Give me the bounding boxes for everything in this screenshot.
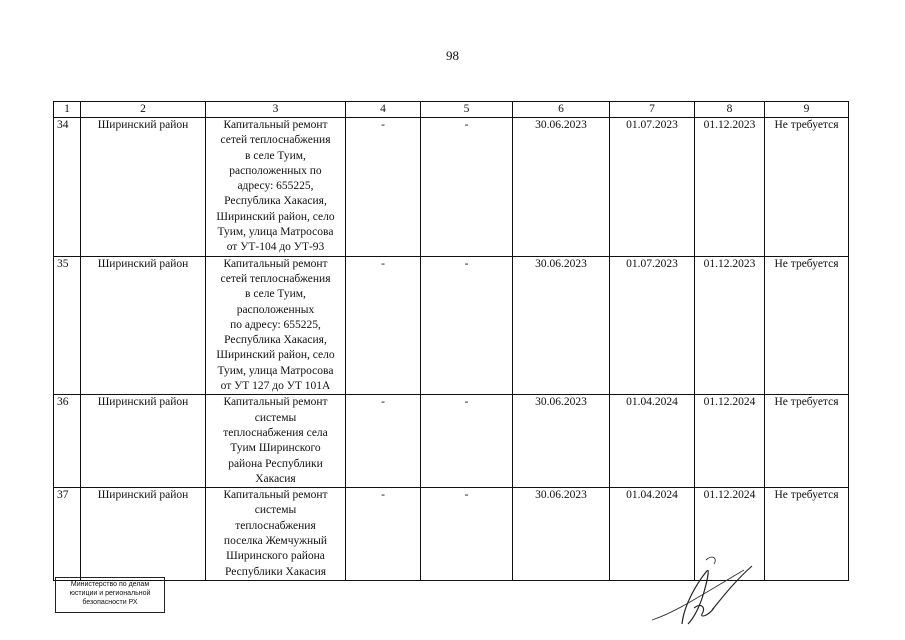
table-row [54, 256, 849, 395]
header-cell-5: 5 [421, 102, 513, 118]
header-cell-2: 2 [81, 102, 206, 118]
col5-cell: - [421, 488, 513, 581]
status-cell: Не требуется [765, 256, 849, 395]
header-cell-3: 3 [206, 102, 346, 118]
date8-cell: 01.12.2024 [695, 395, 765, 488]
date6-cell: 30.06.2023 [513, 488, 610, 581]
status-cell: Не требуется [765, 395, 849, 488]
table-row [54, 118, 849, 257]
document-table [53, 101, 849, 581]
stamp-line: безопасности РХ [82, 599, 138, 606]
date6-cell: 30.06.2023 [513, 395, 610, 488]
table-row [54, 395, 849, 488]
district-cell: Ширинский район [81, 256, 206, 395]
status-cell: Не требуется [765, 118, 849, 257]
date7-cell: 01.07.2023 [610, 256, 695, 395]
district-cell: Ширинский район [81, 488, 206, 581]
signature-mark [648, 552, 758, 628]
header-cell-1: 1 [54, 102, 81, 118]
district-cell: Ширинский район [81, 118, 206, 257]
date7-cell: 01.07.2023 [610, 118, 695, 257]
col4-cell: - [346, 256, 421, 395]
header-cell-9: 9 [765, 102, 849, 118]
page-number: 98 [446, 48, 459, 63]
stamp-line: юстиции и региональной [69, 590, 151, 597]
col4-cell: - [346, 118, 421, 257]
header-cell-6: 6 [513, 102, 610, 118]
row-number: 34 [54, 118, 81, 257]
col4-cell: - [346, 395, 421, 488]
row-number: 36 [54, 395, 81, 488]
col5-cell: - [421, 118, 513, 257]
header-cell-4: 4 [346, 102, 421, 118]
description-cell: Капитальный ремонт системы теплоснабжения поселка Жемчужный Ширинского района Республики Хакасия [206, 488, 346, 581]
col5-cell: - [421, 395, 513, 488]
header-cell-8: 8 [695, 102, 765, 118]
date6-cell: 30.06.2023 [513, 118, 610, 257]
ministry-stamp [55, 577, 165, 613]
date6-cell: 30.06.2023 [513, 256, 610, 395]
description-cell: Капитальный ремонт сетей теплоснабжения в селе Туим, расположенных по адресу: 655225, Республика Хакасия, Ширинский район, село Туим, улица Матросова от УТ-104 до УТ-93 [206, 118, 346, 257]
date8-cell: 01.12.2023 [695, 118, 765, 257]
header-cell-7: 7 [610, 102, 695, 118]
table-header-row [54, 102, 849, 118]
status-cell: Не требуется [765, 488, 849, 581]
date8-cell: 01.12.2024 [695, 488, 765, 581]
district-cell: Ширинский район [81, 395, 206, 488]
row-number: 37 [54, 488, 81, 581]
date8-cell: 01.12.2023 [695, 256, 765, 395]
col5-cell: - [421, 256, 513, 395]
date7-cell: 01.04.2024 [610, 488, 695, 581]
col4-cell: - [346, 488, 421, 581]
date7-cell: 01.04.2024 [610, 395, 695, 488]
stamp-line: Министерство по делам [70, 581, 150, 588]
description-cell: Капитальный ремонт сетей теплоснабжения в селе Туим, расположенных по адресу: 655225, Республика Хакасия, Ширинский район, село Туим, улица Матросова от УТ 127 до УТ 101А [206, 256, 346, 395]
row-number: 35 [54, 256, 81, 395]
description-cell: Капитальный ремонт системы теплоснабжения села Туим Ширинского района Республики Хакасия [206, 395, 346, 488]
